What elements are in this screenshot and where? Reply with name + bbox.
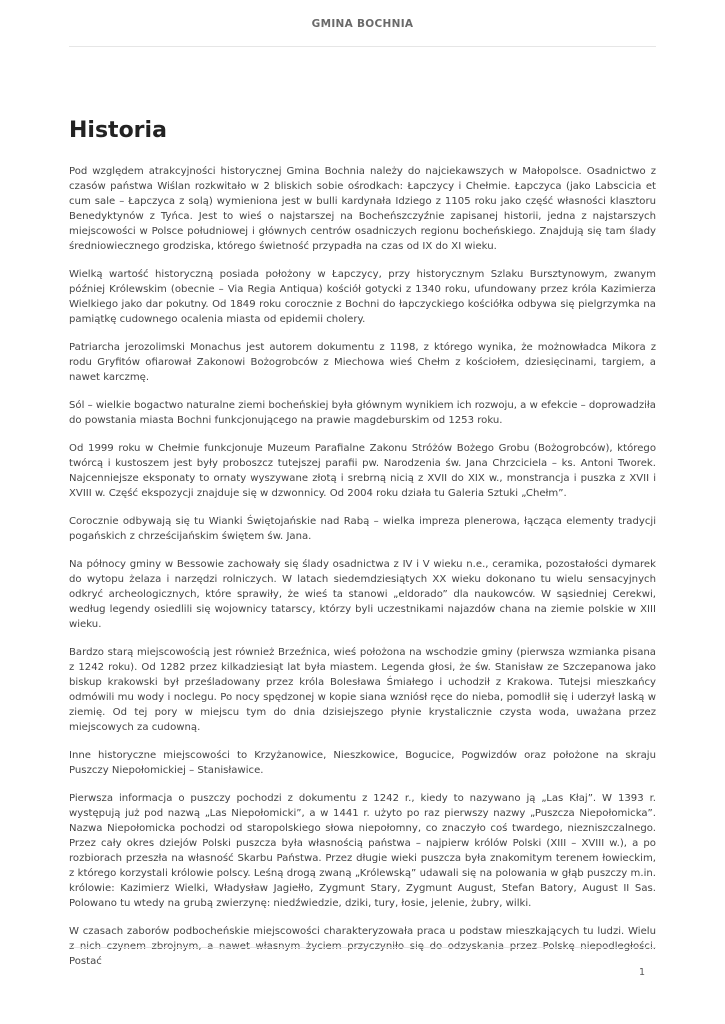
paragraph: Patriarcha jerozolimski Monachus jest autorem dokumentu z 1198, z którego wynika, że możnowładca Mikora z rodu Gryfitów ofiarował Zakonowi Bożogrobców z Miechowa wieś Chełm z kościołem, dziesięcinami, targiem, a nawet karczmę. <box>69 342 656 384</box>
document-header: GMINA BOCHNIA <box>311 18 414 30</box>
paragraph: Pod względem atrakcyjności historycznej Gmina Bochnia należy do najciekawszych w Małopolsce. Osadnictwo z czasów państwa Wiślan rozkwitało w 2 bliskich sobie ośrodkach: Łapczycy i Chełmie. Łapczyca (jako Labscicia et cum sale – Łapczyca z solą) wymieniona jest w bulli kardynała Idziego z 1105 roku jako część własności klasztoru Benedyktynów z Tyńca. Jest to wieś o najstarszej na Bocheńszczyźnie zapisanej historii, jedna z najstarszych miejscowości w Polsce południowej i głównych centrów osadniczych regionu bocheńskiego. Znajdują się tam ślady średniowiecznego grodziska, którego świetność przypadła na czas od IX do XI wieku. <box>69 166 656 253</box>
page-title: Historia <box>69 118 167 143</box>
paragraph: Pierwsza informacja o puszczy pochodzi z dokumentu z 1242 r., kiedy to nazywano ją „Las Kłaj”. W 1393 r. występują już pod nazwą „Las Niepołomicki”, a w 1441 r. użyto po raz pierwszy nazwy „Puszcza Niepołomicka”. Nazwa Niepołomicka pochodzi od staropolskiego słowa niepołomny, co znaczyło coś twardego, niezniszczalnego. Przez cały okres dziejów Polski puszcza była własnością państwa – najpierw królów Polski (XIII – XVIII w.), a po rozbiorach przeszła na własność Skarbu Państwa. Przez długie wieki puszcza była znakomitym terenem łowieckim, z którego korzystali królowie polscy. Leśną drogą zwaną „Królewską” udawali się na polowania w głąb puszczy m.in. królowie: Kazimierz Wielki, Władysław Jagiełło, Zygmunt Stary, Zygmunt August, Stefan Batory, August II Sas. Polowano tu wtedy na grubą zwierzynę: niedźwiedzie, dziki, tury, łosie, jelenie, żubry, wilki. <box>69 792 656 910</box>
page-number: 1 <box>638 967 645 978</box>
paragraph: Od 1999 roku w Chełmie funkcjonuje Muzeum Parafialne Zakonu Stróżów Bożego Grobu (Bożogrobców), którego twórcą i kustoszem jest były proboszcz tutejszej parafii pw. Narodzenia św. Jana Chrzciciela – ks. Antoni Tworek. Najcenniejsze eksponaty to ornaty wyszywane złotą i srebrną nicią z XVII do XIX w., monstrancja i puszka z XVII i XVIII w. Część ekspozycji znajduje się w dzwonnicy. Od 2004 roku działa tu Galeria Sztuki „Chełm”. <box>69 442 656 500</box>
paragraph: Sól – wielkie bogactwo naturalne ziemi bocheńskiej była głównym wynikiem ich rozwoju, a w efekcie – doprowadziła do powstania miasta Bochni funkcjonującego na prawie magdeburskim od 1253 roku. <box>69 400 656 427</box>
footer-divider <box>69 947 656 948</box>
paragraph: Corocznie odbywają się tu Wianki Świętojańskie nad Rabą – wielka impreza plenerowa, łącząca elementy tradycji pogańskich z chrześcijańskim świętem św. Jana. <box>69 515 656 542</box>
paragraph: Bardzo starą miejscowością jest również Brzeźnica, wieś położona na wschodzie gminy (pierwsza wzmianka pisana z 1242 roku). Od 1282 przez kilkadziesiąt lat była miastem. Legenda głosi, że św. Stanisław ze Szczepanowa jako biskup krakowski był prześladowany przez króla Bolesława Śmiałego i uchodził z Krakowa. Tutejsi mieszkańcy odmówili mu wody i noclegu. Po nocy spędzonej w kopie siana wzniósł ręce do nieba, pomodlił się i uderzył laską w ziemię. Od tej pory w miejscu tym do dnia dzisiejszego płynie krystalicznie czysta woda, uważana przez miejscowych za cudowną. <box>69 646 656 734</box>
article-body <box>69 164 656 968</box>
paragraph: Inne historyczne miejscowości to Krzyżanowice, Nieszkowice, Bogucice, Pogwizdów oraz położone na skraju Puszczy Niepołomickiej – Stanisławice. <box>69 749 656 776</box>
paragraph: W czasach zaborów podbocheńskie miejscowości charakteryzowała praca u podstaw mieszkających tu ludzi. Wielu Postać <box>69 925 656 968</box>
paragraph: Na północy gminy w Bessowie zachowały się ślady osadnictwa z IV i V wieku n.e., ceramika, pozostałości dymarek do wytopu żelaza i narzędzi rolniczych. W latach siedemdziesiątych XX wieku dokonano tu wielu sensacyjnych odkryć archeologicznych, które sprawiły, że wieś ta stanowi „eldorado” dla naukowców. W sąsiedniej Cerekwi, według legendy osiedlili się wojownicy tatarscy, którzy byli uczestnikami najazdów chana na ziemie polskie w XIII wieku. <box>69 558 656 630</box>
paragraph: Wielką wartość historyczną posiada położony w Łapczycy, przy historycznym Szlaku Bursztynowym, zwanym później Królewskim (obecnie – Via Regia Antiqua) kościół gotycki z 1340 roku, ufundowany przez króla Kazimierza Wielkiego jako dar pokutny. Od 1849 roku corocznie z Bochni do łapczyckiego kościółka odbywa się pielgrzymka na pamiątkę cudownego ocalenia miasta od epidemii cholery. <box>69 269 656 326</box>
header-divider <box>69 46 656 47</box>
